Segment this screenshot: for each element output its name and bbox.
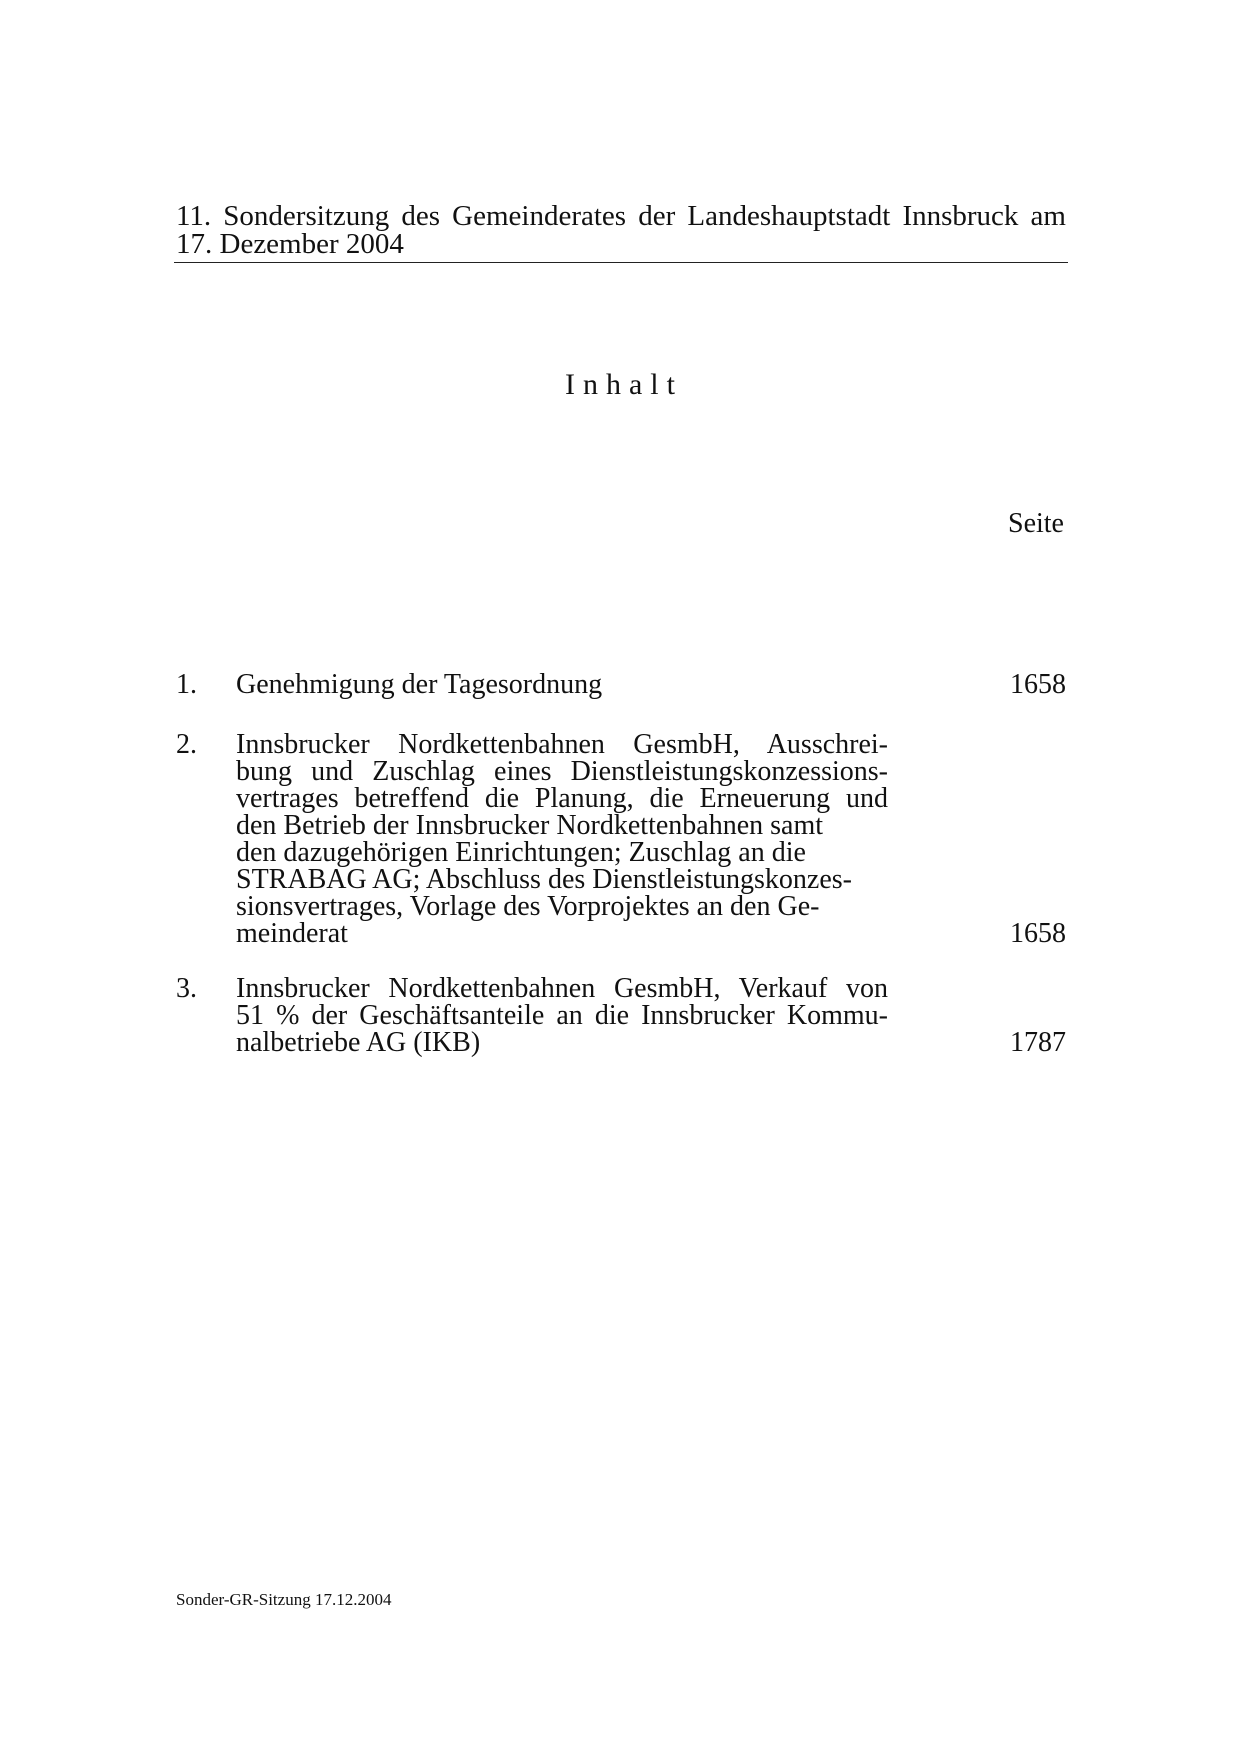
page-title: Inhalt xyxy=(565,368,683,401)
page-footer: Sonder-GR-Sitzung 17.12.2004 xyxy=(176,1590,392,1609)
toc-item-line: vertrages betreffend die Planung, die Erneuerung und xyxy=(236,783,888,814)
header-divider xyxy=(174,262,1068,263)
document-header xyxy=(176,202,1066,258)
toc-item-1 xyxy=(176,671,1066,701)
toc-item-line: den Betrieb der Innsbrucker Nordkettenbahnen samt xyxy=(236,810,824,841)
page-column-label: Seite xyxy=(1008,508,1064,539)
toc-item-number: 3. xyxy=(176,973,197,1004)
toc-item-2 xyxy=(176,731,1066,951)
header-line-1: 11. Sondersitzung des Gemeinderates der Landeshauptstadt Innsbruck am xyxy=(176,200,1066,232)
toc-item-line: meinderat xyxy=(236,918,348,949)
toc-item-number: 2. xyxy=(176,729,197,760)
toc-item-line: den dazugehörigen Einrichtungen; Zuschlag an die xyxy=(236,837,806,868)
toc-item-line: nalbetriebe AG (IKB) xyxy=(236,1027,481,1058)
toc-item-line: STRABAG AG; Abschluss des Dienstleistungskonzes- xyxy=(236,864,852,895)
toc-item-text xyxy=(236,975,888,1056)
toc-item-line: Genehmigung der Tagesordnung xyxy=(236,669,603,700)
toc-item-page: 1658 xyxy=(1010,918,1066,949)
toc-item-page: 1658 xyxy=(1010,669,1066,700)
toc-item-line: 51 % der Geschäftsanteile an die Innsbrucker Kommu- xyxy=(236,1000,888,1031)
toc-item-text xyxy=(236,731,888,947)
toc-item-page: 1787 xyxy=(1010,1027,1066,1058)
toc-item-line: Innsbrucker Nordkettenbahnen GesmbH, Verkauf von xyxy=(236,973,888,1004)
toc-item-3 xyxy=(176,975,1066,1060)
header-line-2: 17. Dezember 2004 xyxy=(176,228,404,260)
toc-item-line: Innsbrucker Nordkettenbahnen GesmbH, Ausschrei- xyxy=(236,729,888,760)
toc-item-number: 1. xyxy=(176,669,197,700)
toc-item-text xyxy=(236,671,888,698)
toc-item-line: bung und Zuschlag eines Dienstleistungskonzessions- xyxy=(236,756,888,787)
toc-item-line: sionsvertrages, Vorlage des Vorprojektes an den Ge- xyxy=(236,891,820,922)
